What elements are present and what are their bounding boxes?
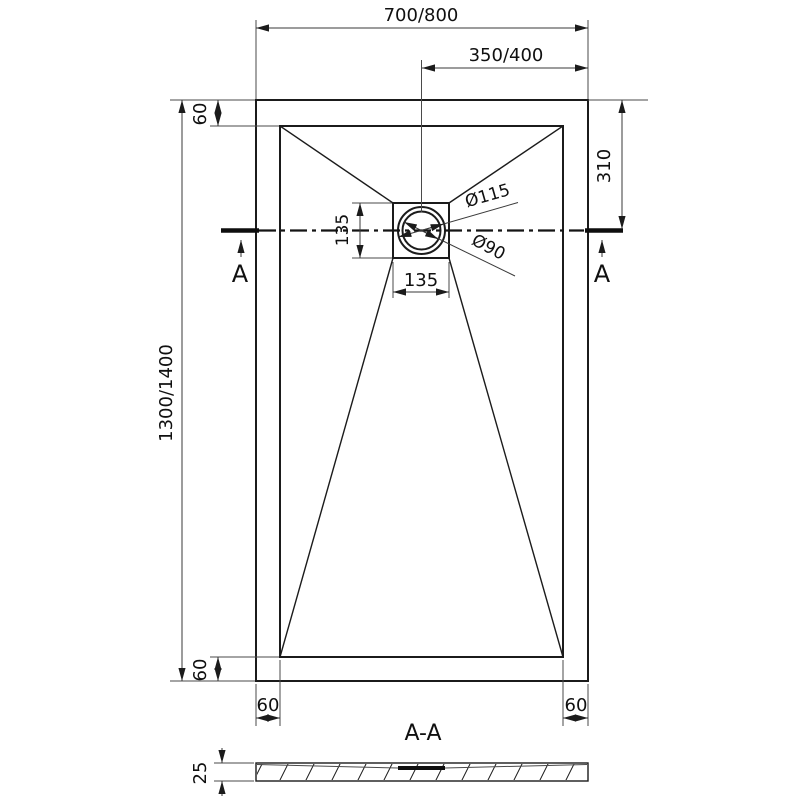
dim-rim-bottom-right [563,660,588,726]
dim-drain-box-width-label: 135 [403,270,439,291]
dim-thickness-label: 25 [190,761,211,785]
dim-rim-top-label: 60 [190,102,211,126]
dim-overall-height-label: 1300/1400 [156,344,177,442]
dim-rim-top [190,100,279,126]
dim-drain-from-top [588,100,648,229]
section-floor-slope-right [445,765,587,769]
dim-thickness [190,748,254,796]
dim-drain-from-right-label: 350/400 [468,45,544,66]
section-floor-slope-left [257,765,398,769]
dim-rim-bottom [190,657,279,681]
section-label-left: A [231,260,249,288]
section-profile [252,760,602,784]
dim-drain-outer-diameter-label: Ø115 [462,180,513,213]
dim-drain-box-width [393,262,449,298]
dim-overall-width-label: 700/800 [383,5,459,26]
dim-rim-bottom-right-label: 60 [564,695,588,716]
dim-overall-height [156,100,255,681]
dim-drain-inner-diameter-label: Ø90 [468,230,509,265]
dim-drain-box-height-label: 135 [333,213,353,247]
slope-line-bottom-left [280,258,393,657]
slope-line-top-left [280,126,393,203]
dim-rim-bottom-left [256,660,280,726]
section-title: A-A [404,721,442,746]
section-label-right: A [593,260,611,288]
leader-arrow [422,231,439,240]
section-drain-recess [398,766,445,770]
dim-drain-from-right [422,45,588,68]
dim-drain-from-top-label: 310 [594,148,615,184]
dim-rim-bottom-left-label: 60 [256,695,280,716]
slope-line-bottom-right [449,258,563,657]
dim-rim-bottom-label: 60 [190,658,211,682]
